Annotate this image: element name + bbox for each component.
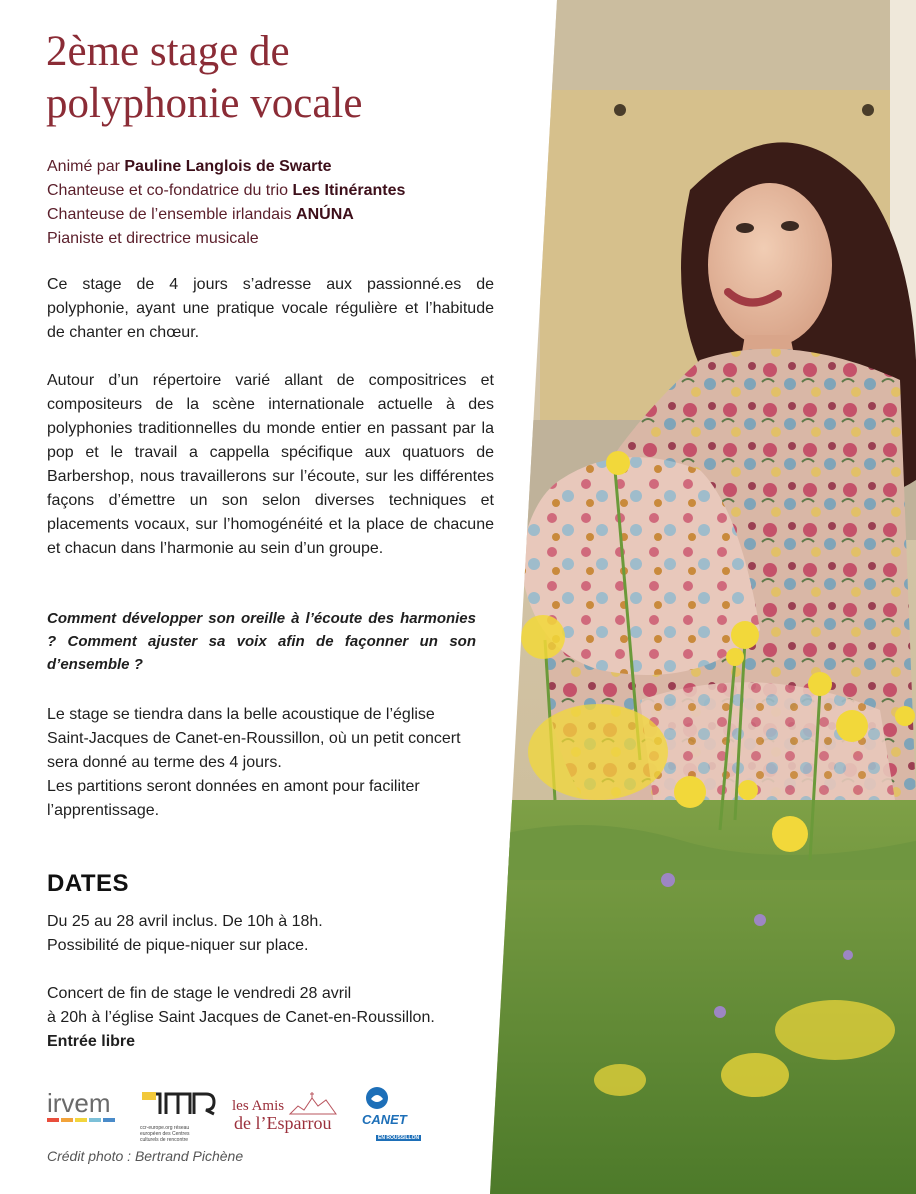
irvem-color-bar bbox=[47, 1118, 119, 1122]
intro-prefix-2: Chanteuse et co-fondatrice du trio bbox=[47, 182, 293, 199]
dates-block bbox=[47, 910, 517, 1054]
page-title bbox=[46, 26, 526, 130]
intro-line-3 bbox=[47, 203, 517, 227]
dates-line-3: Concert de fin de stage le vendredi 28 avril bbox=[47, 985, 352, 1002]
canet-wordmark: CANET bbox=[362, 1112, 407, 1127]
ccr-tagline: ccr-europe.org réseau européen des Centres culturels de rencontre bbox=[140, 1125, 190, 1143]
paragraph-4 bbox=[47, 703, 474, 823]
dates-heading: DATES bbox=[47, 870, 130, 897]
scores-text: Les partitions seront données en amont pour faciliter l’apprentissage. bbox=[47, 778, 420, 819]
free-entry: Entrée libre bbox=[47, 1033, 136, 1050]
amis-esparrou-logo bbox=[232, 1090, 342, 1132]
canet-subtitle: EN ROUSSILLON bbox=[378, 1135, 420, 1141]
instructor-intro bbox=[47, 155, 517, 251]
dates-line-2: Possibilité de pique-niquer sur place. bbox=[47, 937, 309, 954]
amis-line-1: les Amis bbox=[232, 1098, 285, 1114]
ccr-mark-icon bbox=[140, 1090, 216, 1120]
ensemble-name: ANÚNA bbox=[296, 206, 354, 223]
ccr-logo bbox=[140, 1090, 216, 1143]
intro-line-2 bbox=[47, 179, 517, 203]
title-line-1: 2ème stage de bbox=[46, 28, 290, 75]
dates-line-4: à 20h à l’église Saint Jacques de Canet-en-Roussillon. bbox=[47, 1009, 435, 1026]
title-line-2: polyphonie vocale bbox=[46, 80, 363, 127]
irvem-logo bbox=[47, 1090, 119, 1122]
dates-line-1: Du 25 au 28 avril inclus. De 10h à 18h. bbox=[47, 913, 323, 930]
question-paragraph: Comment développer son oreille à l’écoute des harmonies ? Comment ajuster sa voix afin de façonner un son d’ensemble ? bbox=[47, 610, 476, 673]
intro-prefix-3: Chanteuse de l’ensemble irlandais bbox=[47, 206, 297, 223]
canet-logo bbox=[362, 1086, 426, 1141]
intro-line-1 bbox=[47, 155, 517, 179]
instructor-name: Pauline Langlois de Swarte bbox=[124, 158, 332, 175]
village-sketch-icon bbox=[288, 1090, 340, 1116]
trio-name: Les Itinérantes bbox=[292, 182, 406, 199]
intro-line-4: Pianiste et directrice musicale bbox=[47, 230, 259, 247]
dates-spacer bbox=[47, 958, 517, 982]
paragraph-1: Ce stage de 4 jours s’adresse aux passionné.es de polyphonie, ayant une pratique vocale régulière et l’habitude de chanter en chœur. bbox=[47, 276, 494, 341]
intro-prefix-1: Animé par bbox=[47, 158, 125, 175]
paragraph-2: Autour d’un répertoire varié allant de compositrices et compositeurs de la scène internationale actuelle à des polyphonies traditionnelles du monde entier en passant par la pop et le travail a cappella spécifique aux quatuors de Barbershop, nous travaillerons sur l’écoute, sur les différentes façons d’émettre un son selon diverses techniques et placements vocaux, sur l’homogénéité et la place de chacune et chacun dans l’harmonie au sein d’un groupe. bbox=[47, 372, 494, 557]
canet-emblem-icon bbox=[362, 1086, 392, 1110]
venue-text: Le stage se tiendra dans la belle acoustique de l’église Saint-Jacques de Canet-en-Roussillon, où un petit concert sera donné au terme des 4 jours. bbox=[47, 706, 461, 771]
photo-credit: Crédit photo : Bertrand Pichène bbox=[47, 1148, 244, 1164]
irvem-wordmark: irvem bbox=[47, 1088, 111, 1118]
amis-line-2: de l’Esparrou bbox=[234, 1113, 332, 1133]
